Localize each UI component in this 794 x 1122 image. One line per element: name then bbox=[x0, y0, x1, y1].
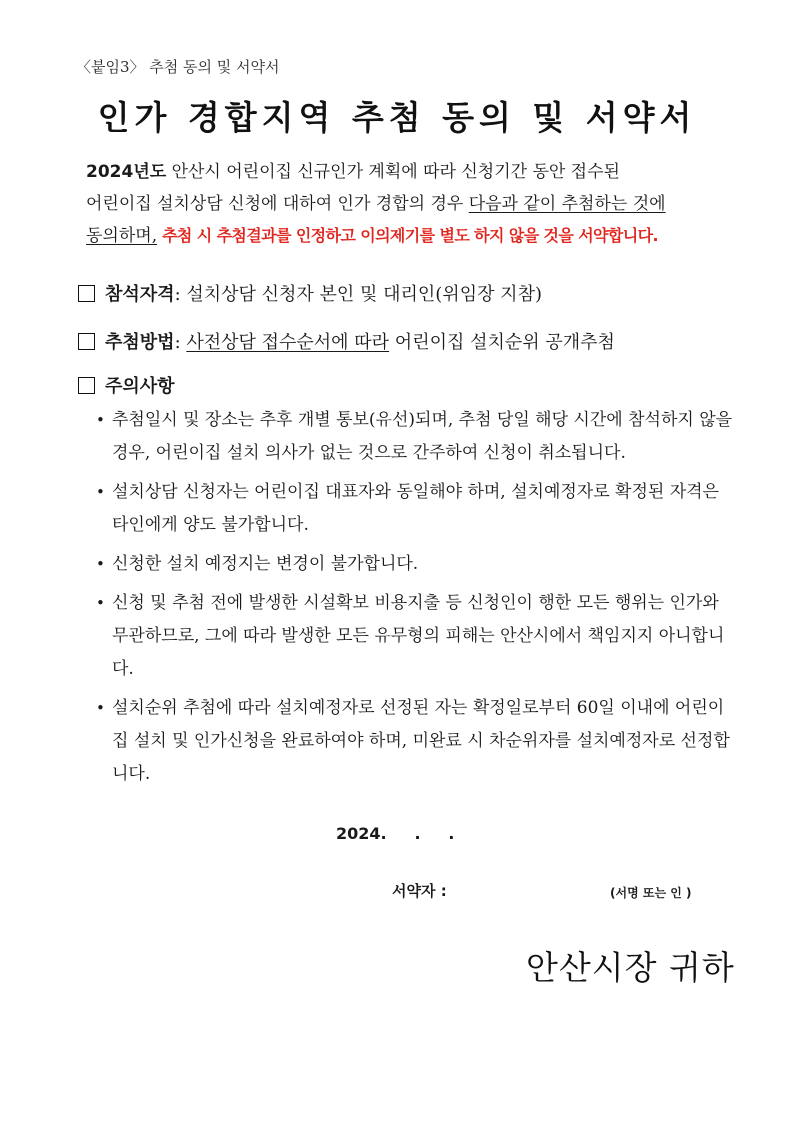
intro-line-1 bbox=[86, 156, 736, 188]
method-text-underlined: 사전상담 접수순서에 따라 bbox=[186, 332, 390, 353]
bullet-icon: • bbox=[96, 699, 105, 717]
intro-paragraph bbox=[86, 156, 736, 252]
intro-line2-underlined: 다음과 같이 추첨하는 것에 bbox=[468, 194, 666, 214]
note-text: 설치순위 추첨에 따라 설치예정자로 선정된 자는 확정일로부터 60일 이내에 어린이집 설치 및 인가신청을 완료하여야 하며, 미완료 시 차순위자를 설치예정자로 선정합니다. bbox=[112, 698, 730, 784]
intro-line1-text: 안산시 어린이집 신규인가 계획에 따라 신청기간 동안 접수된 bbox=[166, 162, 620, 182]
intro-year: 2024년도 bbox=[86, 162, 167, 182]
eligibility-label: 참석자격 bbox=[105, 284, 175, 305]
pledge-statement: 추첨 시 추첨결과를 인정하고 이의제기를 별도 하지 않을 것을 서약합니다. bbox=[157, 226, 658, 245]
signature-note: (서명 또는 인 ) bbox=[610, 886, 692, 900]
bullet-icon: • bbox=[96, 483, 105, 501]
note-text: 추첨일시 및 장소는 추후 개별 통보(유선)되며, 추첨 당일 해당 시간에 참석하지 않을 경우, 어린이집 설치 의사가 없는 것으로 간주하여 신청이 취소됩니다. bbox=[112, 410, 733, 463]
attachment-label: 〈붙임3〉 추첨 동의 및 서약서 bbox=[76, 58, 280, 76]
method-text-start: : bbox=[174, 332, 187, 353]
eligibility-section bbox=[78, 280, 542, 306]
bullet-icon: • bbox=[96, 594, 105, 612]
document-title: 인가 경합지역 추첨 동의 및 서약서 bbox=[97, 98, 697, 137]
method-section bbox=[78, 328, 615, 354]
signer-label: 서약자 : bbox=[392, 882, 447, 900]
checkbox-icon bbox=[78, 377, 95, 394]
note-text: 신청 및 추첨 전에 발생한 시설확보 비용지출 등 신청인이 행한 모든 행위는 인가와 무관하므로, 그에 따라 발생한 모든 유무형의 피해는 안산시에서 책임지지 아니합니다. bbox=[112, 593, 725, 679]
notes-header: 주의사항 bbox=[105, 376, 175, 397]
bullet-icon: • bbox=[96, 411, 105, 429]
date-field: 2024. . . bbox=[336, 824, 455, 843]
notes-list bbox=[96, 404, 736, 797]
note-item bbox=[96, 692, 736, 791]
checkbox-icon bbox=[78, 285, 95, 302]
checkbox-icon bbox=[78, 333, 95, 350]
intro-line-2 bbox=[86, 188, 736, 220]
intro-line2-text: 어린이집 설치상담 신청에 대하여 인가 경합의 경우 bbox=[86, 194, 469, 214]
note-text: 신청한 설치 예정지는 변경이 불가합니다. bbox=[112, 554, 419, 574]
method-text-end: 어린이집 설치순위 공개추첨 bbox=[389, 332, 615, 353]
note-text: 설치상담 신청자는 어린이집 대표자와 동일해야 하며, 설치예정자로 확정된 자격은 타인에게 양도 불가합니다. bbox=[112, 482, 719, 535]
notes-section-header bbox=[78, 372, 175, 398]
note-item bbox=[96, 587, 736, 686]
intro-line-3 bbox=[86, 220, 736, 252]
method-label: 추첨방법 bbox=[105, 332, 175, 353]
note-item bbox=[96, 548, 736, 581]
intro-line3-underlined: 동의하며, bbox=[86, 226, 158, 246]
bullet-icon: • bbox=[96, 555, 105, 573]
eligibility-text: : 설치상담 신청자 본인 및 대리인(위임장 지참) bbox=[174, 284, 542, 305]
note-item bbox=[96, 404, 736, 470]
note-item bbox=[96, 476, 736, 542]
addressee: 안산시장 귀하 bbox=[526, 948, 735, 987]
